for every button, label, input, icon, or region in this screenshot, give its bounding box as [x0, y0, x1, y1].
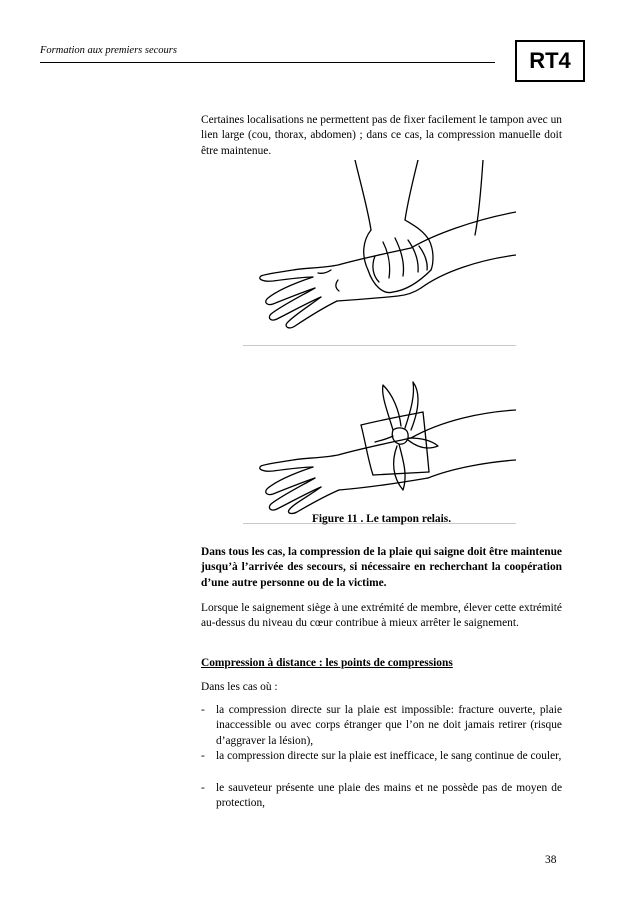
page-number: 38: [545, 854, 557, 866]
list-dash: -: [201, 782, 205, 794]
paragraph-elevation: Lorsque le saignement siège à une extrémité de membre, élever cette extrémité au-dessus du niveau du cœur contribue à mieux arrêter le saignement.: [201, 602, 562, 630]
figure-divider: [243, 345, 516, 346]
figure-panel-hand-pressing-pad: [243, 160, 516, 340]
list-item-text: le sauveteur présente une plaie des mains et ne possède pas de moyen de protection,: [216, 782, 562, 810]
section-badge: RT4: [515, 40, 585, 82]
tied-bandage-relay-icon: [243, 350, 516, 515]
hand-pressing-pad-icon: [243, 160, 516, 340]
intro-paragraph: Certaines localisations ne permettent pas de fixer facilement le tampon avec un lien large (cou, thorax, abdomen) ; dans ce cas, la compression manuelle doit être maintenue.: [201, 114, 562, 157]
section-heading-text: Compression à distance : les points de compressions: [201, 657, 453, 669]
list-intro: Dans les cas où :: [201, 681, 278, 693]
header-divider: [40, 62, 495, 63]
list-dash: -: [201, 704, 205, 716]
header-title: Formation aux premiers secours: [40, 45, 177, 56]
list-dash: -: [201, 750, 205, 762]
section-heading: [201, 656, 562, 671]
bold-paragraph: Dans tous les cas, la compression de la plaie qui saigne doit être maintenue jusqu’à l’arrivée des secours, si nécessaire en recherchant la coopération d’une autre personne ou de la victime.: [201, 546, 562, 589]
figure-panel-tied-bandage: [243, 350, 516, 515]
list-item-text: la compression directe sur la plaie est impossible: fracture ouverte, plaie inaccessible ou avec corps étranger que l’on ne doit jamais retirer (risque d’aggraver la lésion),: [216, 704, 562, 747]
figure-caption: Figure 11 . Le tampon relais.: [311, 513, 452, 525]
list-item-text: la compression directe sur la plaie est inefficace, le sang continue de couler,: [216, 750, 562, 762]
